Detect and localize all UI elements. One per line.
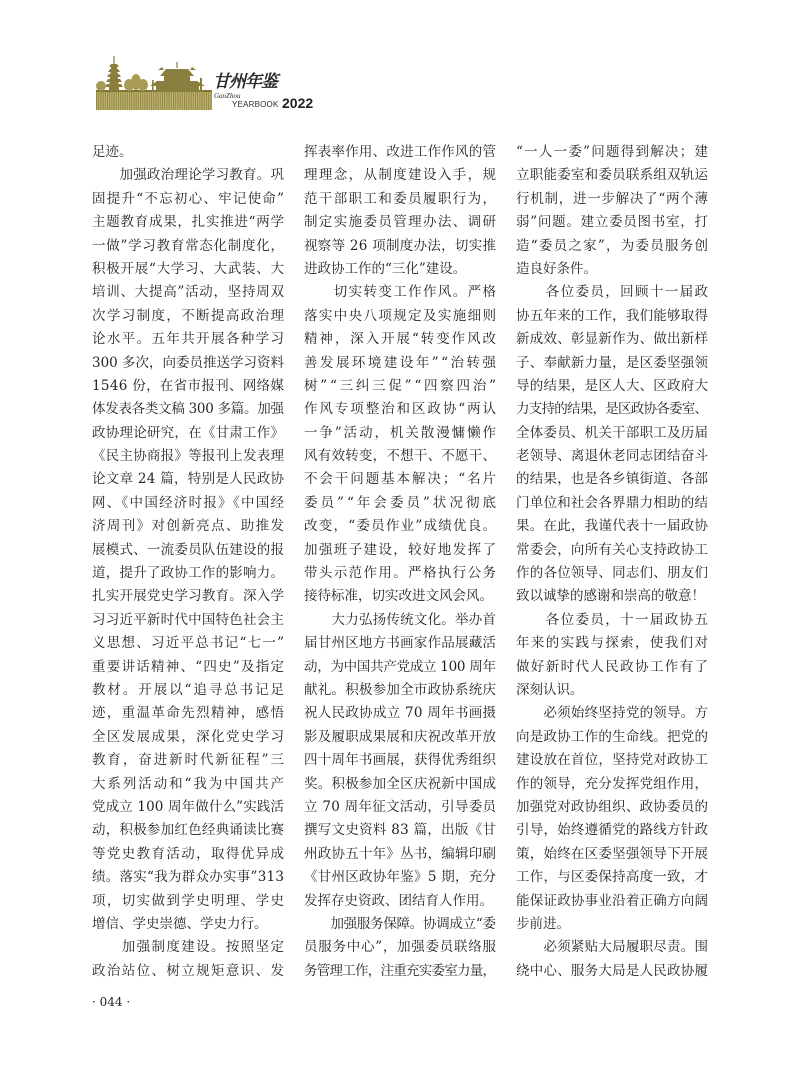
- text-line: 风有效转变，不想干、不愿干、: [304, 448, 497, 465]
- text-line: 立职能委室和委员联系组双轨运: [516, 167, 709, 184]
- text-line: 体发表各类文稿 300 多篇。加强: [92, 401, 284, 418]
- text-line: 济周刊》对创新亮点、助推发: [92, 518, 286, 535]
- text-line: 深刻认识。: [516, 681, 584, 698]
- text-line: 党成立 100 周年做什么”实践活: [92, 798, 285, 815]
- text-line: 造良好条件。: [516, 260, 597, 277]
- text-line: 论文章 24 篇，特别是人民政协: [92, 471, 285, 488]
- text-line: 培训、大提高”活动，坚持周双: [92, 284, 285, 301]
- text-line: 固提升“不忘初心、牢记使命”: [92, 190, 286, 207]
- text-line: 州政协五十年》丛书，编辑印刷: [304, 845, 497, 862]
- text-line: 门单位和社会各界鼎力相助的结: [516, 494, 709, 511]
- text-line: 切实转变工作作风。严格: [304, 284, 498, 301]
- text-line: 增信、学史崇德、学史力行。: [92, 915, 268, 932]
- text-line: 必须紧贴大局履职尽责。围: [516, 939, 709, 956]
- text-line: 献礼。积极参加全市政协系统庆: [304, 681, 497, 698]
- text-line: 全区发展成果，深化党史学习: [92, 728, 286, 745]
- text-line: 新成效、彰显新作为、做出新样: [516, 331, 709, 348]
- text-line: 向是政协工作的生命线。把党的: [516, 728, 709, 745]
- text-line: 网、《中国经济时报》《中国经: [92, 494, 286, 511]
- text-line: 习习近平新时代中国特色社会主: [92, 611, 285, 628]
- text-line: 常委会，向所有关心支持政协工: [516, 541, 709, 558]
- text-line: 奖。积极参加全区庆祝新中国成: [304, 775, 497, 792]
- text-line: 善发展环境建设年”“治转强: [304, 354, 499, 371]
- text-line: 进政协工作的“三化”建设。: [304, 260, 467, 277]
- text-line: 加强班子建设，较好地发挥了: [304, 541, 498, 558]
- text-line: 《民主协商报》等报刊上发表理: [92, 448, 285, 465]
- text-line: “一人一委”问题得到解决；建: [516, 144, 710, 160]
- text-line: 祝人民政协成立 70 周年书画摄: [304, 705, 497, 722]
- text-line: 足迹。: [92, 144, 133, 160]
- text-line: 员服务中心”，加强委员联络服: [304, 939, 497, 956]
- landmark-silhouette-icon: [96, 54, 214, 112]
- text-line: 视察等 26 项制度办法，切实推: [304, 237, 497, 254]
- text-line: 教材。开展以“追寻总书记足: [92, 681, 286, 698]
- text-line: 政协理论研究，在《甘肃工作》: [92, 424, 285, 441]
- text-line: 带头示范作用。严格执行公务: [304, 565, 498, 582]
- text-line: 落实中央八项规定及实施细则: [304, 307, 498, 324]
- text-line: 的结果，也是各乡镇街道、各部: [516, 471, 709, 488]
- text-line: 步前进。: [516, 915, 570, 932]
- text-line: 作的领导，充分发挥党组作用，: [516, 775, 709, 792]
- text-line: 项，切实做到学史明理、学史: [92, 892, 286, 909]
- text-line: 义思想、习近平总书记“七一”: [92, 635, 286, 652]
- text-line: 果。在此，我谨代表十一届政协: [516, 518, 709, 535]
- text-column-1: [92, 141, 284, 983]
- text-line: 各位委员，十一届政协五: [516, 611, 710, 628]
- text-line: 造“委员之家”，为委员服务创: [516, 237, 710, 254]
- text-line: 四十周年书画展，获得优秀组织: [304, 752, 497, 769]
- text-line: 作风专项整治和区政协“两认: [304, 401, 498, 418]
- text-line: 工作，与区委保持高度一致，才: [516, 869, 709, 886]
- text-line: 扎实开展党史学习教育。深入学: [92, 588, 285, 605]
- text-line: 老领导、离退休老同志团结奋斗: [516, 448, 709, 465]
- text-line: 接待标准，切实改进文风会风。: [304, 588, 493, 605]
- text-line: 加强政治理论学习教育。巩: [92, 167, 285, 184]
- text-line: 改变，“委员作业”成绩优良。: [304, 518, 498, 535]
- text-line: 《甘州区政协年鉴》5 期，充分: [304, 869, 497, 886]
- text-line: 一争”活动，机关散漫慵懒作: [304, 424, 498, 441]
- text-line: 挥表率作用、改进工作作风的管: [304, 144, 497, 160]
- text-line: 年来的实践与探索，使我们对: [516, 635, 710, 652]
- text-line: 动，为中国共产党成立 100 周年: [304, 658, 496, 675]
- text-line: 全体委员、机关干部职工及历届: [516, 424, 709, 441]
- yearbook-title-calligraphy: 甘州年鉴: [213, 72, 277, 92]
- text-line: 导的结果，是区人大、区政府大: [516, 377, 709, 394]
- text-line: 积极开展“大学习、大武装、大: [92, 260, 285, 277]
- text-line: 绕中心、服务大局是人民政协履: [516, 962, 709, 979]
- text-line: 论水平。五年共开展各种学习: [92, 331, 286, 348]
- text-line: 不会干问题基本解决；“名片: [304, 471, 498, 488]
- text-line: 届甘州区地方书画家作品展藏活: [304, 635, 497, 652]
- text-line: 教育，奋进新时代新征程”三: [92, 752, 286, 769]
- yearbook-title-en-yearbook: YEARBOOK: [232, 100, 279, 109]
- text-line: 引导，始终遵循党的路线方针政: [516, 822, 709, 839]
- yearbook-logo: [96, 54, 326, 114]
- text-line: 1546 份，在省市报刊、网络媒: [92, 377, 285, 394]
- text-line: 展模式、一流委员队伍建设的报: [92, 541, 285, 558]
- text-line: 绩。落实“我为群众办实事”313: [92, 869, 285, 886]
- text-line: 撰写文史资料 83 篇，出版《甘: [304, 822, 497, 839]
- yearbook-title-en-ganzhou: GanZhou: [214, 92, 241, 100]
- text-line: 范干部职工和委员履职行为，: [304, 190, 498, 207]
- text-line: 理理念，从制度建设入手，规: [304, 167, 498, 184]
- text-line: 次学习制度，不断提高政治理: [92, 307, 286, 324]
- text-line: 道，提升了政协工作的影响力。: [92, 565, 285, 582]
- text-line: 做好新时代人民政协工作有了: [516, 658, 710, 675]
- text-line: 大力弘扬传统文化。举办首: [304, 611, 497, 628]
- text-line: 加强服务保障。协调成立“委: [304, 915, 496, 932]
- text-line: 300 多次，向委员推送学习资料: [92, 354, 284, 371]
- text-column-3: [516, 141, 708, 983]
- text-line: 协五年来的工作，我们能够取得: [516, 307, 709, 324]
- text-column-2: [304, 141, 500, 983]
- text-line: 作的各位领导、同志们、朋友们: [516, 565, 709, 582]
- page-number: · 044 ·: [92, 995, 131, 1009]
- text-line: 一做”学习教育常态化制度化，: [92, 237, 285, 254]
- text-line: 行机制，进一步解决了“两个薄: [516, 190, 709, 207]
- text-line: 加强制度建设。按照坚定: [92, 939, 286, 956]
- text-line: 制定实施委员管理办法、调研: [304, 214, 498, 231]
- text-line: 务管理工作，注重充实委室力量，: [304, 962, 496, 979]
- text-line: 建设放在首位，坚持党对政协工: [516, 752, 709, 769]
- text-line: 大系列活动和“我为中国共产: [92, 775, 286, 792]
- text-line: 力支持的结果，是区政协各委室、: [516, 401, 708, 418]
- text-line: 能保证政协事业沿着正确方向阔: [516, 892, 709, 909]
- text-line: 发挥存史资政、团结育人作用。: [304, 892, 493, 909]
- text-line: 弱”问题。建立委员图书室，打: [516, 214, 709, 231]
- text-line: 加强党对政协组织、政协委员的: [516, 798, 709, 815]
- text-line: 委员”“年会委员”状况彻底: [304, 494, 500, 511]
- text-line: 必须始终坚持党的领导。方: [516, 705, 709, 722]
- text-line: 迹，重温革命先烈精神，感悟: [92, 705, 286, 722]
- text-line: 致以诚挚的感谢和崇高的敬意！: [516, 588, 705, 605]
- text-line: 等党史教育活动，取得优异成: [92, 845, 286, 862]
- text-line: 政治站位、树立规矩意识、发: [92, 962, 286, 979]
- text-line: 各位委员，回顾十一届政: [516, 284, 710, 301]
- text-line: 影及履职成果展和庆祝改革开放: [304, 728, 497, 745]
- text-line: 子、奉献新力量，是区委坚强领: [516, 354, 709, 371]
- text-line: 精神，深入开展“转变作风改: [304, 331, 498, 348]
- text-line: 策，始终在区委坚强领导下开展: [516, 845, 709, 862]
- text-line: 主题教育成果，扎实推进“两学: [92, 214, 285, 231]
- yearbook-year: 2022: [282, 95, 314, 111]
- text-line: 重要讲话精神、“四史”及指定: [92, 658, 286, 675]
- text-line: 立 70 周年征文活动，引导委员: [304, 798, 497, 815]
- text-line: 树”“三纠三促”“四察四治”: [304, 377, 499, 394]
- text-line: 动，积极参加红色经典诵读比赛: [92, 822, 285, 839]
